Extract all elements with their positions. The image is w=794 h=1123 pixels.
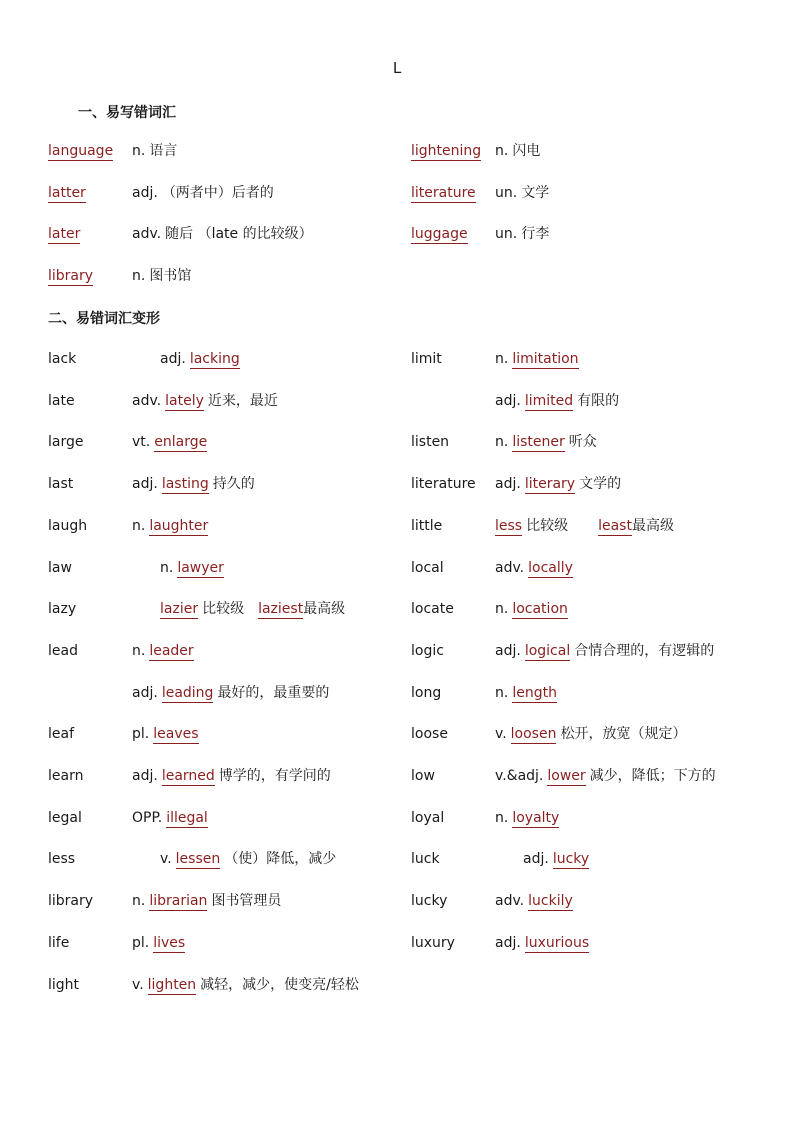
base-word-text: local	[411, 559, 444, 576]
chinese-meaning: 最好的，最重要的	[217, 684, 330, 701]
base-word-text: life	[48, 934, 70, 951]
derived-form	[495, 642, 714, 660]
vocab-definition	[132, 184, 274, 202]
answer-word: luxurious	[524, 934, 590, 951]
answer-word: laziest	[258, 601, 304, 618]
base-word-text: luxury	[411, 934, 455, 951]
part-of-speech: n.	[132, 517, 146, 534]
vocab-word-text: language	[48, 143, 114, 159]
vocab-definition	[132, 142, 177, 160]
base-word-text: low	[411, 768, 435, 784]
answer-word: lower	[547, 768, 586, 784]
base-word-text: logic	[411, 642, 444, 659]
answer-word: least	[598, 517, 632, 534]
part-of-speech: n.	[495, 143, 509, 159]
answer-word: leaves	[153, 726, 199, 743]
derived-form	[132, 684, 329, 702]
part-of-speech: n.	[495, 684, 509, 701]
part-of-speech: adj.	[495, 476, 521, 493]
answer-word: listener	[512, 434, 565, 451]
vocab-definition	[132, 267, 191, 285]
base-word	[411, 517, 442, 535]
vocab-word	[411, 184, 476, 202]
base-word-text: less	[48, 851, 76, 868]
part-of-speech: n.	[495, 601, 509, 618]
base-word-text: late	[48, 392, 75, 409]
chinese-meaning: 最高级	[303, 601, 346, 618]
answer-word: lessen	[175, 851, 221, 868]
answer-word: length	[512, 684, 557, 701]
part-of-speech: n.	[132, 893, 146, 910]
vocab-word-text: literature	[411, 184, 476, 201]
vocab-word	[48, 267, 93, 285]
derived-form	[495, 725, 686, 743]
chinese-meaning: 近来，最近	[207, 392, 278, 409]
derived-form	[132, 433, 207, 451]
part-of-speech: adv.	[132, 226, 162, 243]
section2-heading: 二、易错词汇变形	[48, 311, 160, 327]
derived-form	[132, 767, 331, 785]
vocab-definition	[495, 225, 549, 243]
chinese-meaning: 有限的	[577, 392, 620, 409]
base-word	[48, 433, 83, 451]
chinese-meaning: 语言	[149, 143, 178, 159]
derived-form	[160, 850, 336, 868]
chinese-meaning: 减轻，减少，使变亮/轻松	[200, 976, 359, 993]
answer-word: less	[495, 517, 523, 534]
derived-form	[495, 809, 559, 827]
base-word	[411, 767, 435, 785]
vocab-word-text: luggage	[411, 226, 468, 243]
base-word-text: locate	[411, 601, 454, 618]
vocab-word-text: later	[48, 226, 81, 243]
base-word	[411, 475, 476, 493]
answer-word: leading	[161, 684, 214, 701]
answer-word: leader	[149, 642, 194, 659]
answer-word: lasting	[161, 476, 209, 493]
derived-form	[160, 350, 240, 368]
derived-form	[495, 600, 568, 618]
part-of-speech: vt.	[132, 434, 151, 451]
part-of-speech: n.	[495, 351, 509, 367]
chinese-meaning: 最高级	[631, 517, 674, 534]
vocab-word-text: lightening	[411, 143, 482, 159]
base-word	[48, 976, 79, 994]
vocab-word	[411, 225, 468, 243]
part-of-speech: un.	[495, 184, 518, 201]
answer-word: lucky	[552, 851, 590, 868]
base-word-text: laugh	[48, 517, 88, 534]
derived-form	[132, 809, 208, 827]
answer-word: luckily	[528, 893, 573, 910]
derived-form	[495, 475, 621, 493]
chinese-meaning: 持久的	[212, 476, 255, 493]
base-word-text: learn	[48, 768, 84, 784]
derived-form	[132, 892, 281, 910]
part-of-speech: adj.	[160, 351, 186, 367]
answer-word: enlarge	[154, 434, 208, 451]
part-of-speech: adj.	[132, 684, 158, 701]
chinese-meaning: 图书馆	[149, 267, 192, 284]
base-word	[411, 684, 441, 702]
part-of-speech: OPP.	[132, 809, 163, 826]
vocab-word-text: latter	[48, 184, 86, 201]
answer-word: lazier	[160, 601, 199, 618]
base-word-text: lazy	[48, 601, 77, 618]
part-of-speech: n.	[495, 809, 509, 826]
chinese-meaning: 松开，放宽（规定）	[560, 726, 687, 743]
chinese-meaning: 随后 （late 的比较级）	[165, 226, 313, 243]
base-word	[48, 475, 73, 493]
base-word	[411, 433, 449, 451]
section1-heading: 一、易写错词汇	[78, 105, 176, 121]
derived-form	[495, 433, 597, 451]
answer-word: literary	[524, 476, 576, 493]
answer-word: illegal	[166, 809, 208, 826]
base-word-text: library	[48, 893, 94, 910]
base-word-text: lack	[48, 351, 77, 367]
part-of-speech: adv.	[495, 559, 525, 576]
part-of-speech: v.	[495, 726, 507, 743]
vocab-word	[411, 142, 481, 160]
base-word-text: lucky	[411, 893, 448, 910]
answer-word: librarian	[149, 893, 208, 910]
chinese-meaning: 比较级	[202, 601, 245, 618]
base-word	[411, 350, 442, 368]
derived-form	[495, 767, 716, 785]
base-word-text: literature	[411, 476, 476, 493]
part-of-speech: v.	[132, 976, 144, 993]
base-word	[411, 892, 447, 910]
chinese-meaning: 图书管理员	[211, 893, 282, 910]
derived-form	[132, 642, 194, 660]
answer-word: lives	[153, 934, 186, 951]
part-of-speech: adj.	[495, 642, 521, 659]
base-word-text: limit	[411, 351, 442, 367]
base-word	[48, 767, 83, 785]
answer-word: logical	[524, 642, 571, 659]
page-title: L	[392, 59, 402, 77]
part-of-speech: n.	[132, 642, 146, 659]
vocab-definition	[495, 142, 540, 160]
derived-form	[495, 392, 619, 410]
base-word	[48, 392, 75, 410]
answer-word: lately	[165, 392, 204, 409]
derived-form	[132, 517, 208, 535]
chinese-meaning: 闪电	[512, 143, 541, 159]
base-word-text: last	[48, 476, 74, 493]
base-word-text: lead	[48, 642, 78, 659]
base-word-text: legal	[48, 809, 82, 826]
derived-form	[132, 725, 199, 743]
chinese-meaning: 听众	[568, 434, 597, 451]
base-word-text: light	[48, 976, 80, 993]
base-word	[411, 642, 444, 660]
chinese-meaning: （两者中）后者的	[161, 184, 274, 201]
base-word	[48, 642, 78, 660]
vocab-word	[48, 184, 86, 202]
base-word	[48, 892, 93, 910]
base-word	[48, 725, 74, 743]
part-of-speech: n.	[132, 267, 146, 284]
answer-word: loosen	[510, 726, 557, 743]
part-of-speech: adv.	[132, 392, 162, 409]
vocab-definition	[495, 184, 549, 202]
base-word	[48, 517, 87, 535]
base-word-text: large	[48, 434, 84, 451]
derived-form	[495, 684, 557, 702]
base-word	[411, 934, 455, 952]
vocab-definition	[132, 225, 313, 243]
base-word-text: listen	[411, 434, 450, 451]
answer-word: lighten	[147, 976, 197, 993]
answer-word: lawyer	[177, 559, 224, 576]
part-of-speech: adj.	[132, 184, 158, 201]
chinese-meaning: 行李	[521, 226, 550, 243]
part-of-speech: adj.	[132, 476, 158, 493]
part-of-speech: n.	[495, 434, 509, 451]
chinese-meaning: 比较级	[526, 517, 569, 534]
part-of-speech: adj.	[523, 851, 549, 868]
base-word	[48, 809, 82, 827]
part-of-speech: adj.	[132, 768, 158, 784]
part-of-speech: n.	[160, 559, 174, 576]
answer-word: limitation	[512, 351, 579, 367]
base-word	[411, 559, 444, 577]
part-of-speech: v.&adj.	[495, 768, 544, 784]
chinese-meaning: （使）降低，减少	[224, 851, 337, 868]
base-word	[48, 850, 75, 868]
answer-word: loyalty	[512, 809, 560, 826]
chinese-meaning: 文学的	[579, 476, 622, 493]
derived-form	[132, 392, 278, 410]
base-word	[411, 809, 444, 827]
base-word	[411, 600, 454, 618]
base-word	[48, 350, 76, 368]
answer-word: location	[512, 601, 568, 618]
base-word-text: long	[411, 684, 442, 701]
vocab-word-text: library	[48, 267, 94, 284]
part-of-speech: v.	[160, 851, 172, 868]
base-word-text: loyal	[411, 809, 445, 826]
derived-form	[495, 934, 589, 952]
part-of-speech: n.	[132, 143, 146, 159]
part-of-speech: adj.	[495, 934, 521, 951]
derived-form	[132, 934, 185, 952]
chinese-meaning: 减少，降低；下方的	[589, 768, 716, 784]
chinese-meaning: 文学	[521, 184, 550, 201]
part-of-speech: adj.	[495, 392, 521, 409]
part-of-speech: pl.	[132, 934, 150, 951]
base-word-text: leaf	[48, 726, 75, 743]
answer-word: locally	[528, 559, 573, 576]
derived-form	[495, 559, 573, 577]
derived-form	[523, 850, 589, 868]
base-word-text: law	[48, 559, 72, 576]
vocab-word	[48, 142, 113, 160]
chinese-meaning: 博学的，有学问的	[218, 768, 331, 784]
base-word	[411, 850, 440, 868]
answer-word: learned	[161, 768, 215, 784]
part-of-speech: pl.	[132, 726, 150, 743]
derived-form	[160, 600, 345, 618]
base-word	[48, 934, 69, 952]
chinese-meaning: 合情合理的，有逻辑的	[574, 642, 715, 659]
base-word	[48, 559, 72, 577]
base-word	[48, 600, 76, 618]
answer-word: laughter	[149, 517, 209, 534]
answer-word: lacking	[189, 351, 240, 367]
base-word	[411, 725, 448, 743]
vocab-word	[48, 225, 80, 243]
derived-form	[495, 350, 579, 368]
derived-form	[132, 475, 255, 493]
part-of-speech: un.	[495, 226, 518, 243]
answer-word: limited	[524, 392, 574, 409]
derived-form	[132, 976, 359, 994]
base-word-text: little	[411, 517, 443, 534]
base-word-text: luck	[411, 851, 440, 868]
part-of-speech: adv.	[495, 893, 525, 910]
derived-form	[160, 559, 224, 577]
derived-form	[495, 892, 573, 910]
derived-form	[495, 517, 674, 535]
base-word-text: loose	[411, 726, 448, 743]
